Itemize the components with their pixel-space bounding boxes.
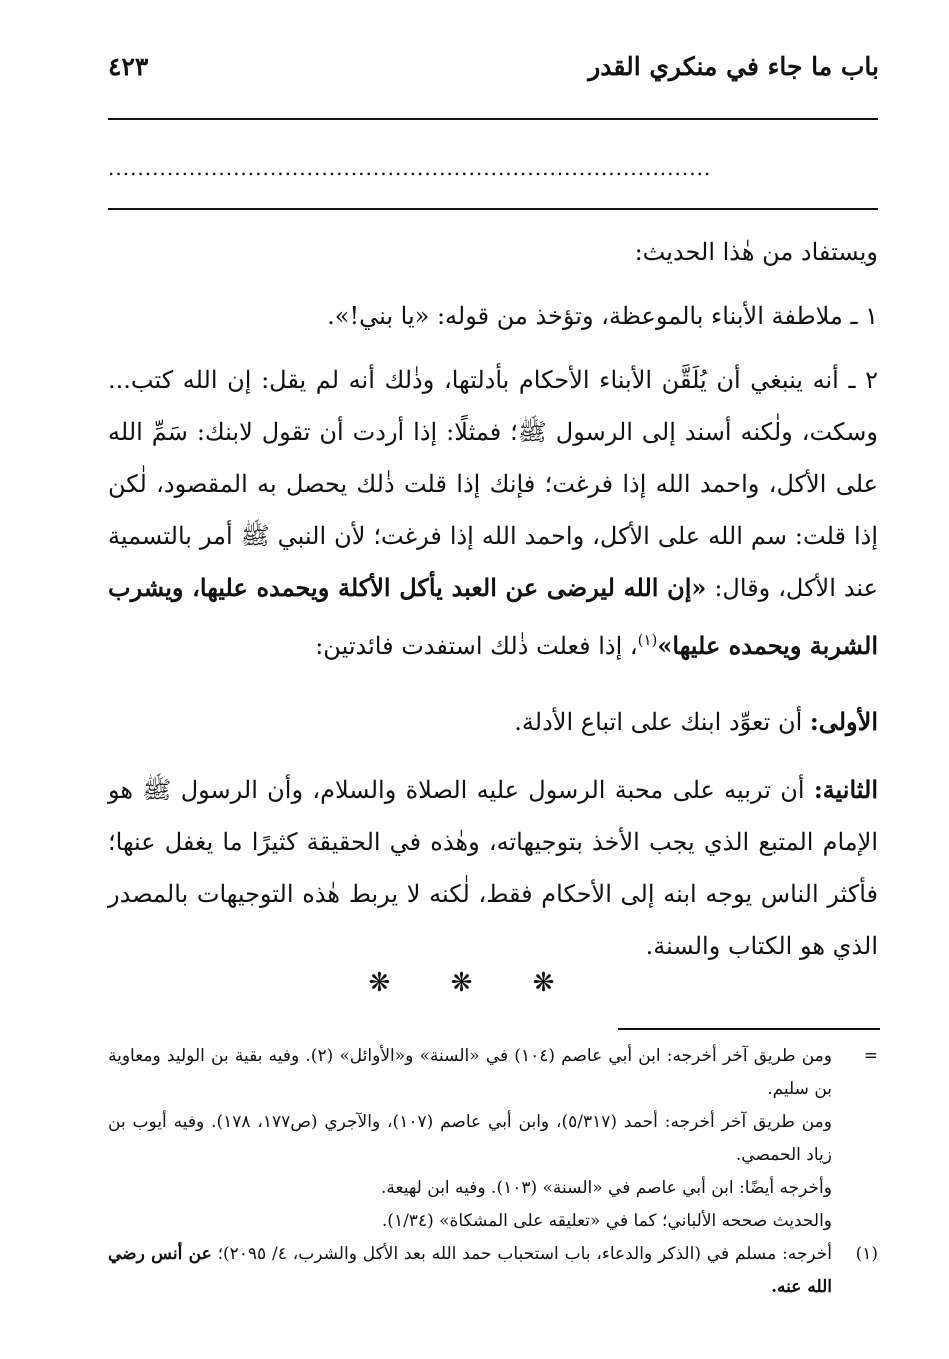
footnote-continuation-paragraph — [108, 1172, 878, 1205]
footnote-reference: (١) — [637, 631, 658, 649]
footnote-continuation-line: ومن طريق آخر أخرجه: أحمد (٥/٣١٧)، وابن أبي عاصم (١٠٧)، والآجري (ص١٧٧، ١٧٨). وفيه أيوب بن زياد الحمصي. — [108, 1112, 832, 1165]
first-benefit — [108, 696, 934, 748]
item2-ending: ، إذا فعلت ذٰلك استفدت فائدتين: — [315, 632, 638, 660]
footnote-1-narrator: عن أنس رضي الله عنه. — [108, 1244, 832, 1297]
footnote-continuation-line: والحديث صححه الألباني؛ كما في «تعليقه على المشكاة» (١/٣٤). — [381, 1211, 832, 1231]
second-benefit-label: الثانية: — [813, 775, 878, 804]
footnote-continuation-line: ومن طريق آخر أخرجه: ابن أبي عاصم (١٠٤) في «السنة» و«الأوائل» (٢). وفيه بقية بن الوليد ومعاوية بن سليم. — [108, 1046, 832, 1099]
benefit-item-1: ١ ـ ملاطفة الأبناء بالموعظة، وتؤخذ من قوله: «يا بني!». — [327, 302, 878, 330]
running-header-title: باب ما جاء في منكري القدر — [588, 52, 879, 81]
first-benefit-label: الأولى: — [809, 707, 878, 736]
footnote-continuation-paragraph — [108, 1205, 878, 1238]
footnote-continuation-paragraph — [108, 1106, 878, 1172]
second-benefit-text: أن تربيه على محبة الرسول عليه الصلاة والسلام، وأن الرسول ﷺ هو الإمام المتبع الذي يجب الأخذ بتوجيهاته، وهٰذه في الحقيقة كثيرًا ما يغفل عنها؛ فأكثر الناس يوجه ابنه إلى الأحكام فقط، لٰكنه لا يربط هٰذه التوجيهات بالمصدر الذي هو الكتاب والسنة. — [108, 776, 878, 960]
footnote-continuation — [108, 1040, 878, 1106]
dotted-ellipsis-line: .................................................................................. — [108, 156, 712, 180]
section-rule — [108, 208, 878, 210]
benefit-item-2 — [108, 354, 934, 672]
first-benefit-text: أن تعوِّد ابنك على اتباع الأدلة. — [514, 708, 810, 736]
intro-line: ويستفاد من هٰذا الحديث: — [634, 238, 878, 266]
section-separator-stars: ❋ ❋ ❋ — [368, 968, 581, 998]
footnote-1-marker: (١) — [855, 1244, 878, 1264]
page-number: ٤٢٣ — [108, 52, 149, 81]
second-benefit — [108, 764, 934, 972]
continuation-marker: = — [863, 1046, 878, 1066]
hadith-quote: «إن الله ليرضى عن العبد يأكل الأكلة ويحمده عليها، ويشرب الشربة ويحمده عليها» — [108, 573, 878, 660]
item2-text: ٢ ـ أنه ينبغي أن يُلَقَّن الأبناء الأحكام بأدلتها، وذٰلك أنه لم يقل: إن الله كتب... وسكت، ولٰكنه أسند إلى الرسول ﷺ؛ فمثلًا: إذا أردت أن تقول لابنك: سَمِّ الله على الأكل، واحمد الله إذا فرغت؛ فإنك إذا قلت ذٰلك يحصل به المقصود، لٰكن إذا قلت: سم الله على الأكل، واحمد الله إذا فرغت؛ لأن النبي ﷺ أمر بالتسمية عند الأكل، وقال: — [108, 366, 878, 602]
header-rule — [108, 118, 878, 120]
footnote-continuation-line: وأخرجه أيضًا: ابن أبي عاصم في «السنة» (١٠٣). وفيه ابن لهيعة. — [380, 1178, 832, 1198]
footnotes — [108, 1040, 878, 1304]
footnote-1-text: أخرجه: مسلم في (الذكر والدعاء، باب استحباب حمد الله بعد الأكل والشرب، ٤/ ٢٠٩٥)؛ — [211, 1244, 832, 1264]
footnote-rule — [618, 1028, 880, 1030]
footnote-1 — [108, 1238, 878, 1304]
